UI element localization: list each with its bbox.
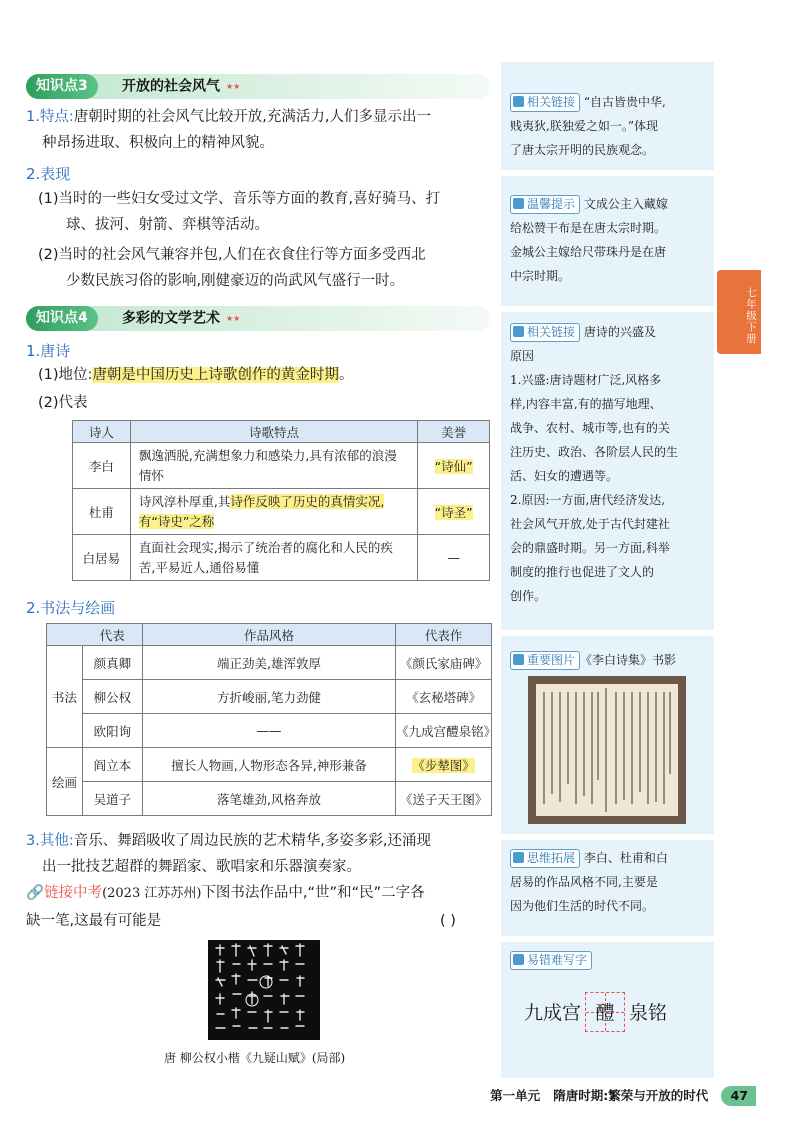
hard-char-row: 九成宫 醴 泉铭 — [524, 992, 667, 1033]
table-row — [47, 782, 492, 816]
related-link-tag: 相关链接 — [510, 323, 580, 342]
link-icon — [513, 326, 524, 337]
feature-cell: 诗风淳朴厚重,其诗作反映了历史的真情实况,有“诗史”之称 — [130, 489, 417, 535]
tip-icon — [513, 198, 524, 209]
kp4-bar — [26, 306, 490, 331]
link-icon: 🔗 — [26, 885, 45, 901]
kp3-s1-line2: 种昂扬进取、积极向上的精神风貌。 — [42, 135, 274, 151]
page-footer — [490, 1086, 756, 1106]
style-cell: —— — [142, 714, 395, 748]
style-cell: 端正劲美,雄浑敦厚 — [142, 646, 395, 680]
poet-cell: 李白 — [73, 443, 131, 489]
side-box4: 重要图片 《李白诗集》书影 — [510, 648, 706, 672]
kp4-tag: 知识点4 — [26, 306, 98, 331]
kp3-title: 开放的社会风气 ★★ — [122, 78, 241, 95]
important-image-tag: 重要图片 — [510, 651, 580, 670]
exam-line1: 🔗链接中考(2023 江苏苏州)下图书法作品中,“世”和“民”二字各 — [26, 885, 425, 901]
name-cell: 柳公权 — [82, 680, 142, 714]
table-row — [47, 646, 492, 680]
side-box5: 思维拓展 李白、杜甫和白 居易的作品风格不同,主要是 因为他们生活的时代不同。 — [510, 851, 668, 913]
exam-label: 链接中考 — [44, 885, 103, 901]
work-cell: 《九成宫醴泉铭》 — [396, 714, 492, 748]
header-style: 作品风格 — [142, 624, 395, 646]
sidebar-divider — [501, 170, 714, 176]
header-work: 代表作 — [396, 624, 492, 646]
work-cell: 《颜氏家庙碑》 — [396, 646, 492, 680]
difficulty-stars: ★★ — [226, 314, 241, 323]
style-cell: 方折峻丽,笔力劲健 — [142, 680, 395, 714]
kp4-status: (1)地位:唐朝是中国历史上诗歌创作的黄金时期。 — [38, 367, 354, 383]
table-row — [73, 489, 490, 535]
table-header-row — [47, 624, 492, 646]
calligraphy-image — [208, 940, 320, 1040]
side-box3: 相关链接 唐诗的兴盛及 原因 1.兴盛:唐诗题材广泛,风格多 样,内容丰富,有的描写地理、 战争、农村、城市等,也有的关 注历史、政治、各阶层人民的生 活、妇女的遭遇等。 2.原因:一方面,唐代经济发达, 社会风气开放,处于古代封建社 会的鼎盛时期。另一方面,科举 制度的推行也促进了文人的 创作。 — [510, 325, 679, 603]
poet-cell: 白居易 — [73, 535, 131, 581]
side-box1: 相关链接 “自古皆贵中华, 贱夷狄,朕独爱之如一。”体现 了唐太宗开明的民族观念。 — [510, 95, 666, 157]
kp3-bar — [26, 74, 490, 99]
kp4-s2-head: 2.书法与绘画 — [26, 599, 116, 617]
table-row — [47, 714, 492, 748]
group-calligraphy: 书法 — [47, 646, 83, 748]
answer-paren: ( ) — [440, 913, 456, 929]
kp3-p1-line2: 球、拔河、射箭、弈棋等活动。 — [66, 217, 269, 233]
table-header-row — [73, 421, 490, 443]
book-text-lines — [536, 684, 678, 816]
kp3-p2-line2: 少数民族习俗的影响,刚健豪迈的尚武风气盛行一时。 — [66, 273, 405, 289]
pen-icon — [513, 954, 524, 965]
kp4-s1-head: 1.唐诗 — [26, 342, 71, 360]
hard-char-tag: 易错难写字 — [510, 951, 592, 970]
art-table — [46, 623, 497, 816]
unit-label: 第一单元 — [490, 1088, 541, 1103]
link-icon — [513, 96, 524, 107]
grade-tab: 七年级下册 — [717, 270, 761, 354]
title-cell: “诗圣” — [418, 489, 490, 535]
related-link-tag: 相关链接 — [510, 93, 580, 112]
work-cell: 《送子天王图》 — [396, 782, 492, 816]
feature-cell: 直面社会现实,揭示了统治者的腐化和人民的疾苦,平易近人,通俗易懂 — [130, 535, 417, 581]
thinking-tag: 思维拓展 — [510, 849, 580, 868]
table-row — [73, 535, 490, 581]
sidebar-divider — [501, 936, 714, 942]
name-cell: 颜真卿 — [82, 646, 142, 680]
side-box2: 温馨提示 文成公主入藏嫁 给松赞干布是在唐太宗时期。 金城公主嫁给尺带珠丹是在唐 中宗时期。 — [510, 197, 668, 283]
poetry-table — [72, 420, 490, 581]
table-row — [73, 443, 490, 489]
sidebar-divider — [501, 306, 714, 312]
book-photo — [528, 676, 686, 824]
name-cell: 吴道子 — [82, 782, 142, 816]
unit-title: 隋唐时期:繁荣与开放的时代 — [553, 1088, 709, 1103]
kp3-tag: 知识点3 — [26, 74, 98, 99]
poet-cell: 杜甫 — [73, 489, 131, 535]
status-highlight: 唐朝是中国历史上诗歌创作的黄金时期 — [92, 367, 339, 383]
style-cell: 落笔雄劲,风格奔放 — [142, 782, 395, 816]
title-cell: — — [418, 535, 490, 581]
kp3-p1-line1: (1)当时的一些妇女受过文学、音乐等方面的教育,喜好骑马、打 — [38, 191, 441, 207]
group-painting: 绘画 — [47, 748, 83, 816]
name-cell: 阎立本 — [82, 748, 142, 782]
tip-tag: 温馨提示 — [510, 195, 580, 214]
side-box6 — [510, 948, 706, 972]
header-feature: 诗歌特点 — [130, 421, 417, 443]
header-title: 美誉 — [418, 421, 490, 443]
kp3-s1-line1: 1.特点:唐朝时期的社会风气比较开放,充满活力,人们多显示出一 — [26, 109, 431, 125]
kp3-s2-head: 2.表现 — [26, 165, 71, 183]
header-name: 代表 — [82, 624, 142, 646]
page-number: 47 — [721, 1086, 756, 1106]
book-page — [536, 684, 678, 816]
table-row — [47, 748, 492, 782]
image-caption: 唐 柳公权小楷《九疑山赋》(局部) — [164, 1051, 346, 1065]
kp4-rep: (2)代表 — [38, 395, 88, 411]
kp4-s3-line1: 3.其他:音乐、舞蹈吸收了周边民族的艺术精华,多姿多彩,还涌现 — [26, 833, 431, 849]
style-cell: 擅长人物画,人物形态各异,神形兼备 — [142, 748, 395, 782]
kp4-title: 多彩的文学艺术 ★★ — [122, 310, 241, 327]
difficulty-stars: ★★ — [226, 82, 241, 91]
sidebar-divider — [501, 834, 714, 840]
calligraphy-strokes — [208, 940, 320, 1040]
image-icon — [513, 654, 524, 665]
title-cell: “诗仙” — [418, 443, 490, 489]
work-cell: 《步辇图》 — [396, 748, 492, 782]
feature-cell: 飘逸洒脱,充满想象力和感染力,具有浓郁的浪漫情怀 — [130, 443, 417, 489]
work-cell: 《玄秘塔碑》 — [396, 680, 492, 714]
header-poet: 诗人 — [73, 421, 131, 443]
name-cell: 欧阳询 — [82, 714, 142, 748]
kp4-s3-line2: 出一批技艺超群的舞蹈家、歌唱家和乐器演奏家。 — [42, 859, 361, 875]
kp3-p2-line1: (2)当时的社会风气兼容并包,人们在衣食住行等方面多受西北 — [38, 247, 426, 263]
char-grid: 醴 — [585, 992, 625, 1032]
exam-line2: 缺一笔,这最有可能是 — [26, 913, 162, 929]
table-row — [47, 680, 492, 714]
idea-icon — [513, 852, 524, 863]
sidebar-divider — [501, 630, 714, 636]
